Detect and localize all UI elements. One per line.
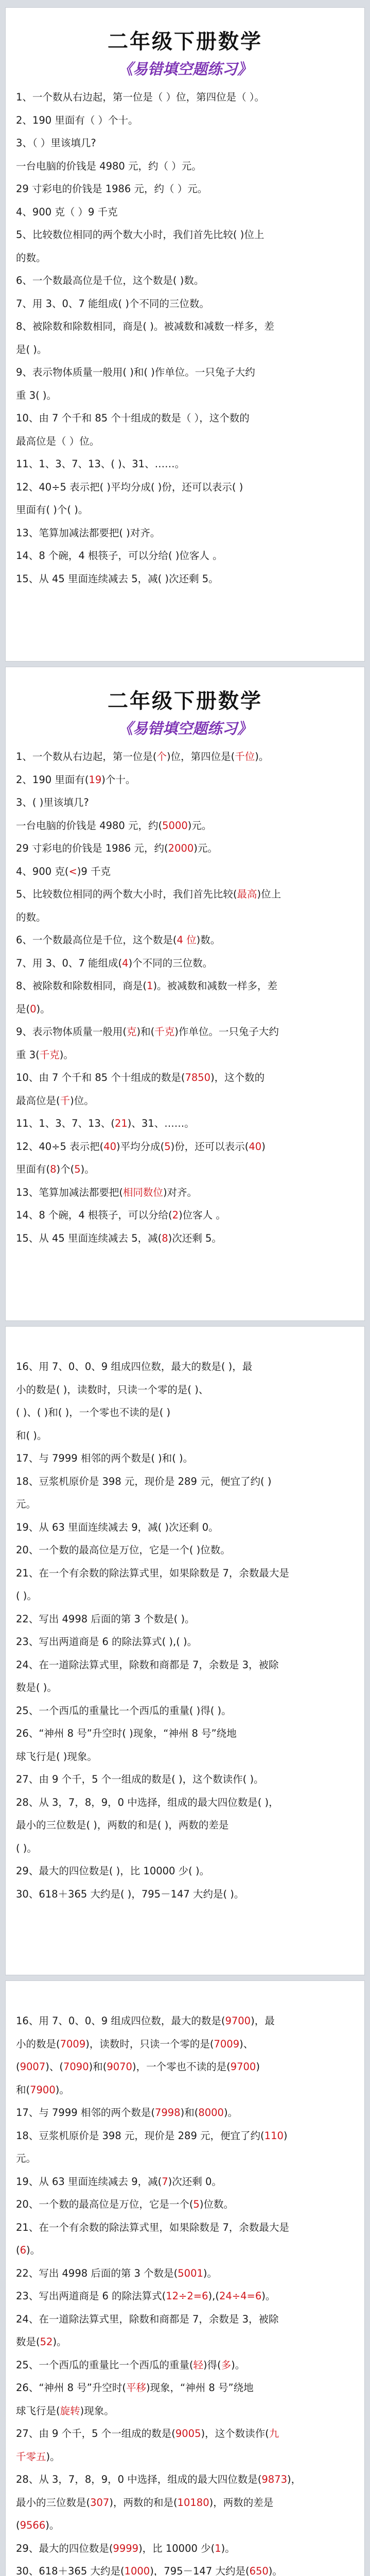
line-text: )。 (36, 1003, 50, 1015)
line-text: ( (16, 2061, 20, 2073)
page-title: 二年级下册数学 (108, 30, 262, 54)
question-line (16, 745, 353, 769)
line-text: )位客人 。 (179, 1209, 226, 1221)
answer-text: 千零五 (16, 2450, 46, 2463)
question-line: 29、最大的四位数是( )，比 10000 少( )。 (16, 1865, 210, 1877)
line-text: )。 (45, 2519, 60, 2531)
line-text: )。 (268, 2565, 283, 2576)
answer-text: 7009 (60, 2038, 86, 2050)
line-text: ) (256, 2061, 260, 2073)
line-text: )份，还可以表示( (170, 1140, 249, 1153)
question-line (16, 769, 353, 792)
question-line (16, 975, 353, 998)
question-line: 数是( )。 (16, 1682, 57, 1693)
line-text: )得( (203, 2359, 221, 2371)
question-line (16, 1066, 353, 1090)
question-line: 2、190 里面有（ ）个十。 (16, 114, 138, 126)
line-text: )现象。 (80, 2404, 114, 2417)
line-text: 里面有( (16, 1163, 50, 1175)
line-text: )元。 (187, 819, 212, 832)
question-line (16, 1181, 353, 1205)
line-text: )作单位。一只兔子大约 (174, 1026, 279, 1038)
answer-text: 7998 (154, 2107, 181, 2119)
question-line (16, 906, 353, 929)
question-line: 7、用 3、0、7 能组成( )个不同的三位数。 (16, 297, 209, 310)
answer-text: 7 (162, 2175, 168, 2188)
line-text: )，两数的差是 (209, 2496, 274, 2509)
answer-text: 千克 (39, 1048, 60, 1061)
question-line (16, 2171, 353, 2194)
question-line: 和( )。 (16, 1429, 47, 1442)
line-text: )元。 (193, 842, 218, 854)
line-text: 3、( )里该填几? (16, 796, 89, 808)
question-line: 6、一个数最高位是千位，这个数是( )数。 (16, 275, 204, 286)
worksheet-page-answers-2 (5, 1980, 365, 2576)
line-text: 重 3( (16, 1048, 40, 1061)
line-text: 一台电脑的价钱是 4980 元，约( (16, 819, 163, 832)
question-line (16, 2446, 353, 2469)
answer-text: 7009 (214, 2038, 240, 2050)
line-text: )和( (180, 2107, 199, 2119)
line-text: )9 千克 (77, 865, 111, 877)
question-line (16, 1136, 353, 1159)
question-line (16, 2514, 353, 2537)
line-text: )个十。 (101, 773, 136, 786)
question-line: 12、40÷5 表示把( )平均分成( )份，还可以表示( ) (16, 481, 243, 493)
question-line (16, 1044, 353, 1067)
line-text: 18、豆浆机原价是 398 元，现价是 289 元，便宜了约( (16, 2129, 265, 2142)
question-line: 的数。 (16, 251, 46, 264)
answer-text: 5001 (178, 2267, 203, 2279)
line-text: ( (16, 2244, 20, 2256)
answer-text: 21 (114, 1117, 128, 1129)
question-line (16, 2056, 353, 2079)
line-text: 13、笔算加减法都要把( (16, 1186, 123, 1198)
line-text: )位。 (70, 1094, 94, 1107)
line-text: )。 (80, 1163, 95, 1175)
question-line: 一台电脑的价钱是 4980 元，约（ ）元。 (16, 160, 202, 172)
line-text: 9、表示物体质量一般用( (16, 1026, 127, 1038)
answer-text: 9005 (175, 2428, 201, 2439)
answer-text: 40 (103, 1140, 117, 1153)
question-line (16, 2308, 353, 2331)
line-text: )。 (26, 2244, 41, 2256)
line-text: )。 (46, 2450, 60, 2463)
page-subtitle: 《易错填空题练习》 (117, 720, 252, 737)
question-line (16, 2033, 353, 2056)
answer-text: 4 (122, 957, 129, 969)
question-line (16, 791, 353, 815)
line-text: 26、“神州 8 号”升空时( (16, 2382, 126, 2394)
answer-text: 多 (221, 2359, 232, 2371)
question-line: 18、豆浆机原价是 398 元，现价是 289 元，便宜了约( ) (16, 1475, 272, 1487)
line-text: )，最 (251, 2015, 275, 2027)
line-text: ) (283, 2129, 288, 2142)
answer-text: 5000 (162, 819, 188, 832)
line-text: )次还剩 0。 (168, 2175, 222, 2188)
answer-text: 千位 (235, 751, 255, 762)
answer-text: 8 (162, 1232, 168, 1244)
line-text: 10、由 7 个千和 85 个十组成的数是( (16, 1072, 185, 1083)
question-line: 19、从 63 里面连续减去 9，减( )次还剩 0。 (16, 1521, 219, 1533)
answer-text: 110 (264, 2129, 284, 2142)
line-text: 最小的三位数是( (16, 2496, 91, 2509)
line-text: ),( (208, 2290, 219, 2302)
question-line (16, 1090, 353, 1113)
question-line: 27、由 9 个千，5 个一组成的数是( )，这个数读作( )。 (16, 1773, 264, 1785)
line-text: 21、在一个有余数的除法算式里，如果除数是 7，余数最大是 (16, 2221, 289, 2233)
answer-text: 8 (50, 1163, 57, 1175)
question-line: 5、比较数位相同的两个数大小时，我们首先比较( )位上 (16, 229, 265, 241)
page-subtitle: 《易错填空题练习》 (117, 60, 252, 78)
answer-list (6, 745, 364, 1250)
line-text: )，读数时，只读一个零的是( (85, 2038, 214, 2050)
line-text: )。 (255, 751, 269, 762)
line-text: 12、40÷5 表示把( (16, 1140, 104, 1153)
line-text: )，比 10000 少( (138, 2542, 215, 2554)
question-line: 30、618＋365 大约是( )，795－147 大约是( )。 (16, 1888, 244, 1900)
line-text: )位上 (257, 888, 281, 900)
answer-text: 2 (172, 1209, 179, 1221)
worksheet-page-answers-1 (5, 667, 365, 1321)
line-text: 球飞行是( (16, 2404, 60, 2417)
question-line (16, 1227, 353, 1250)
question-line: 16、用 7、0、0、9 组成四位数，最大的数是( )，最 (16, 1361, 253, 1372)
line-text: 和( (16, 2083, 30, 2096)
line-text: )次还剩 5。 (168, 1232, 222, 1244)
question-line: 22、写出 4998 后面的第 3 个数是( )。 (16, 1613, 195, 1625)
line-text: 8、被除数和除数相同，商是( (16, 980, 147, 992)
line-text: )， (287, 2473, 302, 2485)
line-text: )。 (231, 2359, 245, 2371)
line-text: 29、最大的四位数是( (16, 2542, 113, 2554)
answer-text: 0 (30, 1003, 37, 1015)
question-line (16, 2125, 353, 2148)
answer-text: 9700 (225, 2015, 251, 2027)
question-line: 是( )。 (16, 343, 47, 355)
answer-text: 5 (164, 1140, 171, 1153)
question-line (16, 929, 353, 952)
question-line (16, 860, 353, 884)
line-text: 数是( (16, 2336, 40, 2348)
line-text: 19、从 63 里面连续减去 9，减( (16, 2175, 162, 2188)
worksheet-page-questions-2 (5, 1326, 365, 1975)
line-text: 1、一个数从右边起，第一位是( (16, 751, 157, 762)
answer-text: 个 (156, 751, 167, 762)
answer-text: 5 (193, 2198, 200, 2210)
question-line (16, 2079, 353, 2102)
line-text: )数。 (196, 934, 221, 946)
line-text: )。 (221, 2542, 235, 2554)
line-text: 16、用 7、0、0、9 组成四位数，最大的数是( (16, 2015, 225, 2027)
answer-list (6, 1981, 364, 2576)
line-text: 11、1、3、7、13、( (16, 1117, 115, 1129)
answer-text: 相同数位 (122, 1186, 163, 1198)
question-line (16, 998, 353, 1021)
question-line: ( )、( )和( )，一个零也不读的是( ) (16, 1406, 171, 1418)
question-line: 25、一个西瓜的重量比一个西瓜的重量( )得( )。 (16, 1704, 232, 1717)
question-line: 26、“神州 8 号”升空时( )现象，“神州 8 号”绕地 (16, 1727, 237, 1739)
question-line: 里面有( )个( )。 (16, 504, 89, 516)
answer-text: 7090 (63, 2061, 89, 2073)
question-line (16, 2468, 353, 2492)
answer-text: 9873 (261, 2473, 287, 2485)
question-line: 29 寸彩电的价钱是 1986 元，约（ ）元。 (16, 183, 208, 195)
line-text: 25、一个西瓜的重量比一个西瓜的重量( (16, 2359, 193, 2371)
line-text: )，795－147 大约是( (150, 2565, 250, 2576)
answer-text: < (68, 865, 77, 877)
answer-text: 9070 (107, 2061, 132, 2073)
question-line: 1、一个数从右边起，第一位是（ ）位，第四位是（ ）。 (16, 91, 265, 103)
line-text: )位，第四位是( (167, 751, 235, 762)
line-text: 5、比较数位相同的两个数大小时，我们首先比较( (16, 888, 237, 900)
question-line: 23、写出两道商是 6 的除法算式( ),( )。 (16, 1636, 198, 1648)
question-line: 10、由 7 个千和 85 个十组成的数是（ ），这个数的 (16, 412, 250, 424)
question-line: 11、1、3、7、13、( )、31、……。 (16, 458, 185, 470)
answer-text: 52 (40, 2336, 53, 2348)
answer-text: 7850 (185, 1072, 211, 1083)
line-text: )。 (203, 2267, 217, 2279)
question-line (16, 1112, 353, 1136)
question-line: 3、（ ）里该填几? (16, 137, 96, 149)
answer-text: 9700 (230, 2061, 256, 2073)
question-line: 14、8 个碗，4 根筷子，可以分给( )位客人 。 (16, 550, 223, 562)
answer-text: 9999 (113, 2542, 139, 2554)
question-line: ( )。 (16, 1590, 37, 1602)
line-text: )现象，“神州 8 号”绕地 (146, 2382, 254, 2394)
line-text: ) (261, 1140, 266, 1153)
question-line: 重 3( )。 (16, 389, 57, 401)
question-line: 小的数是( )，读数时，只读一个零的是( )、 (16, 1383, 209, 1396)
answer-text: 克 (127, 1026, 137, 1038)
line-text: 28、从 3，7，8，9，0 中选择，组成的最大四位数是( (16, 2473, 262, 2485)
question-line (16, 883, 353, 906)
answer-text: 平移 (126, 2382, 146, 2394)
line-text: 24、在一道除法算式里，除数和商都是 7，余数是 3，被除 (16, 2313, 279, 2325)
line-text: )，两数的和是( (109, 2496, 178, 2509)
question-line: 20、一个数的最高位是万位，它是一个( )位数。 (16, 1544, 231, 1556)
question-line (16, 2239, 353, 2262)
answer-text: 1000 (124, 2565, 150, 2576)
question-line (16, 2377, 353, 2400)
question-line (16, 1204, 353, 1227)
page-title: 二年级下册数学 (108, 689, 262, 713)
line-text: )。被减数和减数一样多，差 (153, 980, 278, 992)
line-text: 最高位是( (16, 1094, 60, 1107)
answer-text: 307 (90, 2496, 110, 2509)
line-text: )、( (45, 2061, 63, 2073)
question-line: 13、笔算加减法都要把( )对齐。 (16, 527, 161, 539)
answer-text: 千 (60, 1094, 71, 1107)
question-line (16, 1021, 353, 1044)
line-text: )个不同的三位数。 (128, 957, 213, 969)
answer-text: 40 (249, 1140, 262, 1153)
line-text: )，这个数的 (210, 1072, 265, 1083)
line-text: )。 (223, 2107, 238, 2119)
line-text: )，这个数读作( (201, 2428, 269, 2439)
question-line: 球飞行是( )现象。 (16, 1750, 97, 1762)
question-line (16, 2354, 353, 2377)
answer-text: 7900 (30, 2083, 56, 2096)
line-text: )。 (52, 2336, 67, 2348)
line-text: )平均分成( (116, 1140, 165, 1153)
line-text: )和( (136, 1026, 155, 1038)
line-text: 30、618＋365 大约是( (16, 2565, 125, 2576)
line-text: 4、900 克( (16, 865, 69, 877)
question-line (16, 2262, 353, 2285)
question-line: 24、在一道除法算式里，除数和商都是 7，余数是 3，被除 (16, 1658, 279, 1671)
line-text: 20、一个数的最高位是万位，它是一个( (16, 2198, 193, 2210)
answer-text: 旋转 (60, 2404, 80, 2417)
line-text: 是( (16, 1003, 30, 1015)
worksheet-page-questions-1 (5, 7, 365, 662)
question-line (16, 2331, 353, 2354)
question-line: 15、从 45 里面连续减去 5，减( )次还剩 5。 (16, 572, 219, 585)
answer-text: 千克 (154, 1026, 175, 1038)
line-text: 29 寸彩电的价钱是 1986 元，约( (16, 842, 168, 854)
answer-text: 5 (74, 1163, 81, 1175)
question-line: ( )。 (16, 1842, 37, 1854)
answer-text: 12÷2=6 (166, 2290, 208, 2302)
question-list (6, 1327, 364, 1906)
answer-text: 9566 (20, 2519, 46, 2531)
question-line (16, 2560, 353, 2576)
line-text: 2、190 里面有( (16, 773, 89, 786)
question-line (16, 2422, 353, 2446)
line-text: )、 (239, 2038, 254, 2050)
line-text: 15、从 45 里面连续减去 5，减( (16, 1232, 162, 1244)
line-text: )。 (261, 2290, 276, 2302)
question-line (16, 2102, 353, 2125)
line-text: )。 (59, 1048, 74, 1061)
question-line (16, 2193, 353, 2216)
line-text: 元。 (16, 2153, 37, 2164)
line-text: 22、写出 4998 后面的第 3 个数是( (16, 2267, 178, 2279)
line-text: )和( (89, 2061, 107, 2073)
line-text: 14、8 个碗，4 根筷子，可以分给( (16, 1209, 172, 1221)
answer-text: 4 位 (177, 934, 197, 946)
line-text: 27、由 9 个千，5 个一组成的数是( (16, 2428, 175, 2439)
question-line: 元。 (16, 1498, 37, 1510)
question-line: 21、在一个有余数的除法算式里，如果除数是 7，余数最大是 (16, 1567, 289, 1579)
line-text: 的数。 (16, 911, 46, 923)
answer-text: 24÷4=6 (219, 2290, 262, 2302)
line-text: )对齐。 (163, 1186, 198, 1198)
question-line: 最小的三位数是( )，两数的和是( )，两数的差是 (16, 1819, 229, 1831)
question-line: 8、被除数和除数相同，商是( )。被减数和减数一样多，差 (16, 320, 274, 332)
question-line (16, 2010, 353, 2033)
question-line (16, 952, 353, 975)
line-text: 7、用 3、0、7 能组成( (16, 957, 122, 969)
answer-text: 9007 (20, 2061, 46, 2073)
question-line (16, 2216, 353, 2240)
line-text: 6、一个数最高位是千位，这个数是( (16, 934, 177, 946)
question-line (16, 837, 353, 860)
line-text: 17、与 7999 相邻的两个数是( (16, 2107, 155, 2119)
question-list (6, 86, 364, 590)
line-text: 小的数是( (16, 2038, 60, 2050)
question-line: 17、与 7999 相邻的两个数是( )和( )。 (16, 1452, 193, 1464)
question-line (16, 1158, 353, 1181)
answer-text: 1 (215, 2542, 221, 2554)
answer-text: 轻 (193, 2359, 203, 2371)
line-text: )，一个零也不读的是( (132, 2061, 231, 2073)
question-line: 9、表示物体质量一般用( )和( )作单位。一只兔子大约 (16, 366, 255, 378)
answer-text: 最高 (237, 888, 257, 900)
question-line: 28、从 3，7，8，9，0 中选择，组成的最大四位数是( )， (16, 1796, 279, 1808)
answer-text: 10180 (177, 2496, 209, 2509)
answer-text: 6 (20, 2244, 27, 2256)
answer-text: 九 (269, 2428, 279, 2439)
line-text: )位数。 (199, 2198, 234, 2210)
line-text: )。 (55, 2083, 69, 2096)
question-line (16, 2147, 353, 2171)
answer-text: 19 (89, 773, 102, 786)
question-line: 4、900 克（ ）9 千克 (16, 206, 118, 218)
line-text: )、31、……。 (127, 1117, 195, 1129)
question-line (16, 815, 353, 838)
answer-text: 1 (147, 980, 153, 992)
question-line (16, 2492, 353, 2515)
question-line (16, 2400, 353, 2423)
question-line (16, 2285, 353, 2308)
answer-text: 8000 (198, 2107, 224, 2119)
answer-text: 2000 (168, 842, 194, 854)
question-line (16, 2537, 353, 2561)
line-text: )个( (56, 1163, 75, 1175)
line-text: 23、写出两道商是 6 的除法算式( (16, 2290, 166, 2302)
line-text: ( (16, 2519, 20, 2531)
answer-text: 650 (249, 2565, 269, 2576)
question-line: 最高位是（ ）位。 (16, 435, 100, 447)
